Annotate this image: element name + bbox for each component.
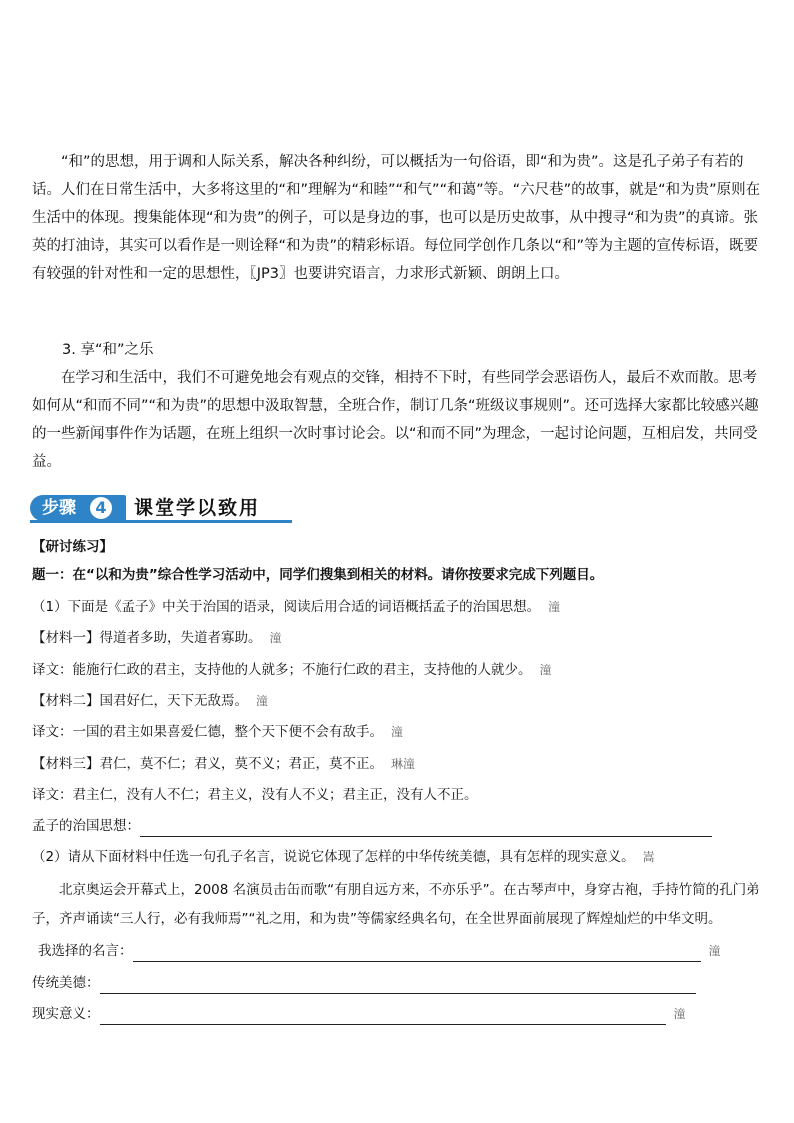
scan-mark: 潼 [539,663,552,677]
material-2-text: 【材料二】国君好仁，天下无敌焉。 [32,693,248,709]
material-1-text: 【材料一】得道者多助，失道者寡助。 [32,630,262,646]
translation-1-text: 译文：能施行仁政的君主，支持他的人就多；不施行仁政的君主，支持他的人就少。 [32,662,532,678]
part-2-prompt-text: （2）请从下面材料中任选一句孔子名言，说说它体现了怎样的中华传统美德，具有怎样的现实意义。 [32,849,635,865]
translation-2 [32,721,403,743]
exercise-section-label: 【研讨练习】 [32,539,113,555]
step-underline [30,520,292,523]
paragraph-he-wei-gui: “和”的思想，用于调和人际关系，解决各种纠纷，可以概括为一句俗语，即“和为贵”。这是孔子弟子有若的话。人们在日常生活中，大多将这里的“和”理解为“和睦”“和气”“和蔼”等。“六尺巷”的故事，就是“和为贵”原则在生活中的体现。搜集能体现“和为贵”的例子，可以是身边的事，也可以是历史故事，从中搜寻“和为贵”的真谛。张英的打油诗，其实可以看作是一则诠释“和为贵”的精彩标语。每位同学创作几条以“和”等为主题的宣传标语，既要有较强的针对性和一定的思想性，〖JP3〗也要讲究语言，力求形式新颖、朗朗上口。 [32,154,761,282]
virtue-blank[interactable] [100,977,696,994]
part-2-prompt [32,846,655,868]
mencius-answer-row [32,815,712,837]
virtue-row [32,972,696,994]
scan-mark: 潼 [256,694,269,708]
mencius-answer-label: 孟子的治国思想： [32,818,140,834]
meaning-blank[interactable] [100,1008,666,1025]
chosen-quote-label: 我选择的名言： [38,943,133,959]
scan-mark: 潼 [673,1007,686,1021]
scan-mark: 潼 [708,944,721,958]
step-title: 课堂学以致用 [134,497,261,519]
scan-mark: 琳潼 [391,757,416,771]
olympics-material: 北京奥运会开幕式上，2008 名演员击缶而歌“有朋自远方来，不亦乐乎”。在古琴声中，身穿古袍，手持竹简的孔门弟子，齐声诵读“三人行，必有我师焉”“礼之用，和为贵”等儒家经典名句，在全世界面前展现了辉煌灿烂的中华文明。 [32,882,760,927]
translation-1 [32,659,552,681]
paragraph-he-er-bu-tong: 在学习和生活中，我们不可避免地会有观点的交锋，相持不下时，有些同学会恶语伤人，最后不欢而散。思考如何从“和而不同”“和为贵”的思想中汲取智慧，全班合作，制订几条“班级议事规则”。还可选择大家都比较感兴趣的一些新闻事件作为话题，在班上组织一次时事讨论会。以“和而不同”为理念，一起讨论问题，互相启发，共同受益。 [32,370,759,470]
step-number-badge: 4 [90,497,112,519]
meaning-label: 现实意义： [32,1006,100,1022]
scan-mark: 潼 [269,631,282,645]
mencius-answer-blank[interactable] [140,820,712,837]
material-2 [32,690,268,712]
material-1 [32,627,282,649]
part-1-prompt [32,596,560,618]
scan-mark: 潼 [391,725,404,739]
part-1-prompt-text: （1）下面是《孟子》中关于治国的语录，阅读后用合适的词语概括孟子的治国思想。 [32,599,541,615]
translation-2-text: 译文：一国的君主如果喜爱仁德，整个天下便不会有敌手。 [32,724,383,740]
meaning-row [32,1003,686,1025]
virtue-label: 传统美德： [32,975,100,991]
scan-mark: 嵩 [642,850,655,864]
question-1: 题一：在“以和为贵”综合性学习活动中，同学们搜集到相关的材料。请你按要求完成下列题目。 [32,567,604,583]
scan-mark: 潼 [548,600,561,614]
chosen-quote-row [38,940,721,962]
material-3-text: 【材料三】君仁，莫不仁；君义，莫不义；君正，莫不正。 [32,756,383,772]
step-4-banner [30,494,292,522]
step-label: 步骤 [42,498,76,518]
translation-3: 译文：君主仁，没有人不仁；君主义，没有人不义；君主正，没有人不正。 [32,787,478,803]
material-3 [32,753,415,775]
section-3-heading: 3. 享“和”之乐 [62,342,154,358]
chosen-quote-blank[interactable] [133,945,701,962]
